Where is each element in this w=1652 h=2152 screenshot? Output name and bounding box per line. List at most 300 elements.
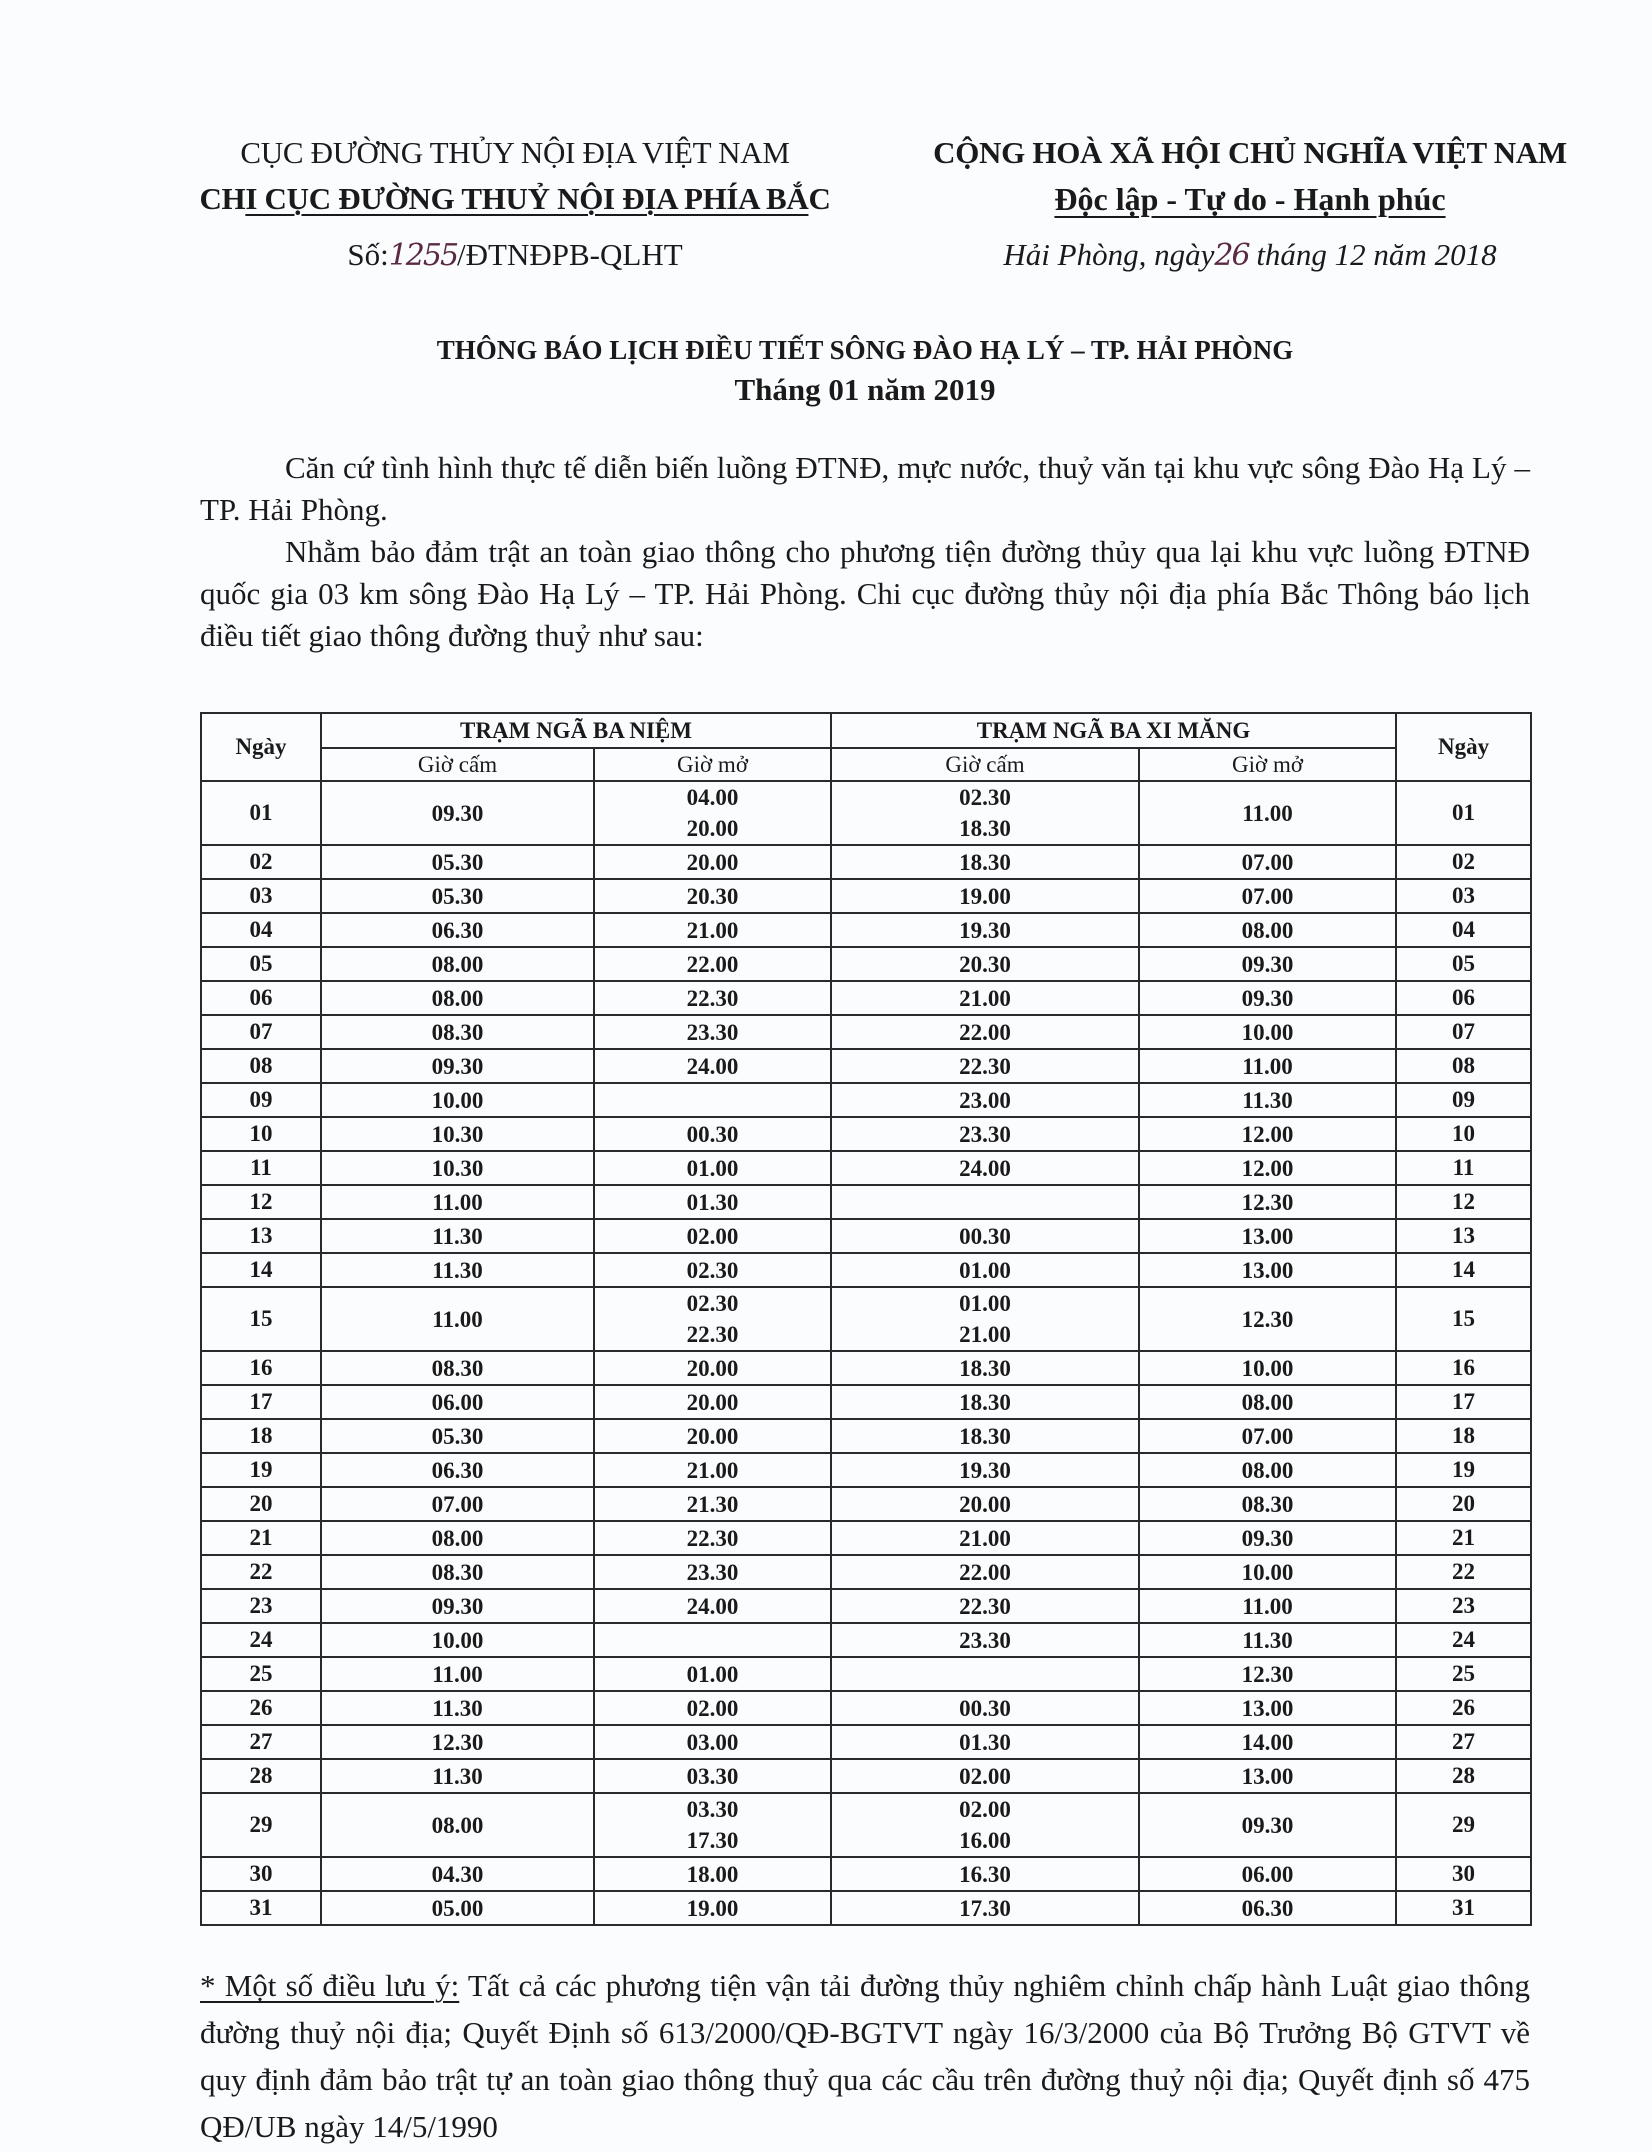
time-value: 10.30: [431, 1155, 484, 1181]
day-cell-left: 20: [201, 1487, 321, 1521]
s1-open-cell: [594, 947, 831, 981]
time-value: 10.00: [1241, 1355, 1294, 1381]
s1-closed-cell: [321, 981, 594, 1015]
time-value: 13.00: [1241, 1763, 1294, 1789]
day-cell-right: 05: [1396, 947, 1531, 981]
s2-open-cell: [1139, 1691, 1396, 1725]
time-value: 11.30: [1242, 1627, 1293, 1653]
s2-open-cell: [1139, 1117, 1396, 1151]
time-value: 24.00: [686, 1053, 739, 1079]
handwritten-document-number: 1255: [388, 238, 458, 273]
s1-open-cell: [594, 1725, 831, 1759]
s1-open-cell: [594, 1857, 831, 1891]
s2-open-cell: [1139, 947, 1396, 981]
table-row: [201, 1083, 1531, 1117]
time-value: 23.30: [686, 1019, 739, 1045]
document-number: [130, 232, 900, 279]
time-value: 04.30: [431, 1861, 484, 1887]
s1-closed-cell: [321, 1453, 594, 1487]
day-cell-right: 01: [1396, 781, 1531, 845]
time-value: 02.30: [686, 1291, 739, 1316]
day-cell-left: 06: [201, 981, 321, 1015]
s1-closed-cell: [321, 1117, 594, 1151]
time-value: 11.00: [1242, 1053, 1293, 1079]
time-value: 19.30: [959, 1457, 1011, 1483]
s1-open-cell: [594, 781, 831, 845]
table-row: [201, 1487, 1531, 1521]
time-value: 06.30: [431, 1457, 484, 1483]
time-value: 08.30: [431, 1559, 484, 1585]
s2-open-cell: [1139, 845, 1396, 879]
time-value: 04.00: [686, 785, 739, 810]
s1-open-cell: [594, 1657, 831, 1691]
day-cell-left: 12: [201, 1185, 321, 1219]
s2-closed-cell: [831, 1857, 1139, 1891]
s2-open-cell: [1139, 1555, 1396, 1589]
day-cell-right: 29: [1396, 1793, 1531, 1857]
table-row: [201, 1219, 1531, 1253]
s2-open-cell: [1139, 879, 1396, 913]
table-row: [201, 1725, 1531, 1759]
day-cell-left: 13: [201, 1219, 321, 1253]
s1-closed-cell: [321, 1891, 594, 1925]
s2-closed-cell: [831, 1253, 1139, 1287]
s2-closed-cell: [831, 1083, 1139, 1117]
time-value: 10.00: [431, 1087, 484, 1113]
table-row: [201, 1117, 1531, 1151]
time-value: 08.00: [431, 1812, 484, 1838]
s2-closed-cell: [831, 1385, 1139, 1419]
time-value: 22.30: [686, 985, 739, 1011]
time-value: 14.00: [1241, 1729, 1294, 1755]
s2-closed-cell: [831, 1219, 1139, 1253]
paragraph-purpose: [200, 531, 1530, 657]
day-cell-right: 18: [1396, 1419, 1531, 1453]
time-value: 22.00: [959, 1559, 1011, 1585]
day-cell-left: 09: [201, 1083, 321, 1117]
day-cell-left: 24: [201, 1623, 321, 1657]
table-row: [201, 1691, 1531, 1725]
day-cell-right: 25: [1396, 1657, 1531, 1691]
day-cell-left: 29: [201, 1793, 321, 1857]
s1-closed-cell: [321, 1725, 594, 1759]
time-value: 23.30: [686, 1559, 739, 1585]
day-cell-right: 20: [1396, 1487, 1531, 1521]
time-value: 18.30: [959, 849, 1011, 875]
s2-closed-cell: [831, 1151, 1139, 1185]
time-value: 20.00: [686, 1423, 739, 1449]
place-date: [880, 232, 1620, 279]
time-value: 11.00: [432, 1189, 483, 1215]
s2-open-cell: [1139, 1657, 1396, 1691]
s2-closed-cell: [831, 1793, 1139, 1857]
s2-closed-cell: [831, 1185, 1139, 1219]
day-header-right: Ngày: [1396, 713, 1531, 781]
day-header-left: Ngày: [201, 713, 321, 781]
s1-open-cell: [594, 1759, 831, 1793]
time-value: 01.30: [686, 1189, 739, 1215]
time-value: 11.00: [1242, 800, 1293, 826]
notes-text: Tất cả các phương tiện vận tải đường thủy nghiêm chỉnh chấp hành Luật giao thông đường thuỷ nội địa; Quyết Định số 613/2000/QĐ-BGTVT ngày 16/3/2000 của Bộ Trưởng Bộ GTVT về quy định đảm bảo trật tự an toàn giao thông thuỷ qua các cầu trên đường thuỷ nội địa; Quyết định số 475 QĐ/UB ngày 14/5/1990: [200, 1968, 1530, 2144]
time-value: 02.00: [686, 1695, 739, 1721]
s1-closed-cell: [321, 1287, 594, 1351]
table-row: [201, 1857, 1531, 1891]
station-ngaba-ximang-header: TRẠM NGÃ BA XI MĂNG: [831, 713, 1396, 748]
day-cell-right: 23: [1396, 1589, 1531, 1623]
day-cell-left: 31: [201, 1891, 321, 1925]
time-value: 20.00: [686, 816, 739, 841]
s1-closed-cell: [321, 1487, 594, 1521]
day-cell-right: 02: [1396, 845, 1531, 879]
s1-open-cell: [594, 1219, 831, 1253]
time-value: 09.30: [1241, 985, 1294, 1011]
s1-open-cell: [594, 1049, 831, 1083]
s2-open-cell: [1139, 1453, 1396, 1487]
table-row: [201, 1793, 1531, 1857]
day-cell-left: 18: [201, 1419, 321, 1453]
time-value: 10.30: [431, 1121, 484, 1147]
time-value: 03.00: [686, 1729, 739, 1755]
day-cell-right: 08: [1396, 1049, 1531, 1083]
s2-closed-cell: [831, 1453, 1139, 1487]
time-value: 16.00: [959, 1828, 1011, 1853]
s1-closed-cell: [321, 1351, 594, 1385]
time-value: 11.30: [1242, 1087, 1293, 1113]
time-value: 05.30: [431, 883, 484, 909]
time-value: 10.00: [1241, 1019, 1294, 1045]
time-value: 09.30: [431, 800, 484, 826]
s2-open-cell: [1139, 1891, 1396, 1925]
time-value: 09.30: [1241, 1525, 1294, 1551]
time-value: 06.00: [1241, 1861, 1294, 1887]
day-cell-left: 19: [201, 1453, 321, 1487]
s2-closed-cell: [831, 1419, 1139, 1453]
s2-open-cell: [1139, 1083, 1396, 1117]
s2-closed-cell: [831, 1521, 1139, 1555]
day-cell-left: 14: [201, 1253, 321, 1287]
time-value: 03.30: [686, 1763, 739, 1789]
day-cell-left: 26: [201, 1691, 321, 1725]
s1-open-cell: [594, 981, 831, 1015]
day-cell-right: 06: [1396, 981, 1531, 1015]
s1-open-cell: [594, 1691, 831, 1725]
day-cell-left: 28: [201, 1759, 321, 1793]
time-value: 18.30: [959, 1423, 1011, 1449]
time-value: 21.00: [959, 985, 1011, 1011]
s1-closed-cell: [321, 1623, 594, 1657]
time-value: 22.30: [686, 1322, 739, 1347]
time-value: 07.00: [431, 1491, 484, 1517]
time-value: 08.30: [1241, 1491, 1294, 1517]
time-value: 21.00: [686, 917, 739, 943]
s1-closed-cell: [321, 845, 594, 879]
s1-open-cell: [594, 1891, 831, 1925]
time-value: 11.30: [432, 1223, 483, 1249]
s2-open-cell: [1139, 1015, 1396, 1049]
time-value: 17.30: [959, 1895, 1011, 1921]
time-value: 22.00: [686, 951, 739, 977]
day-cell-left: 23: [201, 1589, 321, 1623]
s2-closed-cell: [831, 1287, 1139, 1351]
day-cell-right: 30: [1396, 1857, 1531, 1891]
time-value: 10.00: [1241, 1559, 1294, 1585]
day-cell-right: 13: [1396, 1219, 1531, 1253]
time-value: 07.00: [1241, 1423, 1294, 1449]
s2-open-cell: [1139, 1049, 1396, 1083]
parent-agency-name: CỤC ĐƯỜNG THỦY NỘI ĐỊA VIỆT NAM: [240, 135, 790, 170]
day-cell-right: 16: [1396, 1351, 1531, 1385]
table-row: [201, 781, 1531, 845]
time-value: 05.30: [431, 1423, 484, 1449]
document-title: [200, 330, 1530, 410]
time-value: 21.30: [686, 1491, 739, 1517]
day-cell-left: 27: [201, 1725, 321, 1759]
day-cell-left: 04: [201, 913, 321, 947]
s1-open-cell: [594, 1151, 831, 1185]
time-value: 21.00: [686, 1457, 739, 1483]
day-cell-right: 28: [1396, 1759, 1531, 1793]
paragraph-purpose-text: Nhằm bảo đảm trật an toàn giao thông cho phương tiện đường thủy qua lại khu vực luồng ĐTNĐ quốc gia 03 km sông Đào Hạ Lý – TP. Hải Phòng. Chi cục đường thủy nội địa phía Bắc Thông báo lịch điều tiết giao thông đường thuỷ như sau:: [200, 534, 1530, 653]
time-value: 07.00: [1241, 883, 1294, 909]
s1-open-cell: [594, 1015, 831, 1049]
table-row: [201, 1657, 1531, 1691]
s2-closed-cell: [831, 1117, 1139, 1151]
day-cell-left: 08: [201, 1049, 321, 1083]
s1-closed-cell: [321, 1793, 594, 1857]
s2-open-cell: [1139, 1151, 1396, 1185]
s2-closed-cell: [831, 1049, 1139, 1083]
time-value: 07.00: [1241, 849, 1294, 875]
s2-open-cell: [1139, 1793, 1396, 1857]
s2-open-cell: [1139, 1759, 1396, 1793]
s1-closed-cell: [321, 1555, 594, 1589]
time-value: 01.30: [959, 1729, 1011, 1755]
time-value: 19.00: [686, 1895, 739, 1921]
table-row: [201, 845, 1531, 879]
notes-label: * Một số điều lưu ý:: [200, 1968, 460, 2003]
time-value: 11.00: [1242, 1593, 1293, 1619]
branch-name-suffix: C: [808, 181, 831, 216]
time-value: 23.30: [959, 1627, 1011, 1653]
time-value: 02.30: [686, 1257, 739, 1283]
time-value: 19.00: [959, 883, 1011, 909]
schedule-table-body: [201, 781, 1531, 1925]
time-value: 01.00: [959, 1291, 1011, 1316]
table-row: [201, 1419, 1531, 1453]
day-cell-right: 24: [1396, 1623, 1531, 1657]
time-value: 11.00: [432, 1306, 483, 1332]
s1-closed-cell: [321, 1691, 594, 1725]
s2-closed-cell: [831, 1691, 1139, 1725]
s1-closed-cell: [321, 1521, 594, 1555]
time-value: 12.30: [431, 1729, 484, 1755]
station-ngaba-niem-header: TRẠM NGÃ BA NIỆM: [321, 713, 831, 748]
paragraph-basis: [200, 447, 1530, 531]
s1-open-cell: [594, 1453, 831, 1487]
time-value: 03.30: [686, 1797, 739, 1822]
s1-closed-cell: [321, 1185, 594, 1219]
s1-open-cell: [594, 1555, 831, 1589]
s2-open-cell: [1139, 1253, 1396, 1287]
table-row: [201, 981, 1531, 1015]
s1-closed-cell: [321, 1151, 594, 1185]
day-cell-right: 03: [1396, 879, 1531, 913]
handwritten-day: 26: [1214, 238, 1249, 273]
national-motto: [880, 176, 1620, 222]
branch-name-prefix: CH: [199, 181, 246, 216]
s2-closed-cell: [831, 1657, 1139, 1691]
s2-open-cell: [1139, 913, 1396, 947]
time-value: 12.30: [1241, 1306, 1294, 1332]
day-cell-right: 22: [1396, 1555, 1531, 1589]
table-row: [201, 1759, 1531, 1793]
schedule-table: [200, 712, 1532, 1926]
s1-open-cell: [594, 1623, 831, 1657]
s2-open-header: Giờ mở: [1139, 748, 1396, 781]
s1-closed-cell: [321, 1049, 594, 1083]
day-cell-left: 01: [201, 781, 321, 845]
branch-name-underlined: I CỤC ĐƯỜNG THUỶ NỘI ĐỊA PHÍA BẮ: [245, 181, 809, 216]
time-value: 19.30: [959, 917, 1011, 943]
day-cell-right: 11: [1396, 1151, 1531, 1185]
day-cell-right: 21: [1396, 1521, 1531, 1555]
s2-open-cell: [1139, 1351, 1396, 1385]
s2-closed-cell: [831, 1589, 1139, 1623]
s2-open-cell: [1139, 1857, 1396, 1891]
s1-open-cell: [594, 845, 831, 879]
day-cell-left: 21: [201, 1521, 321, 1555]
table-row: [201, 1623, 1531, 1657]
day-cell-right: 10: [1396, 1117, 1531, 1151]
day-cell-right: 31: [1396, 1891, 1531, 1925]
branch-agency-name: [130, 176, 900, 222]
time-value: 09.30: [431, 1053, 484, 1079]
document-number-label: Số:: [347, 237, 389, 272]
time-value: 18.00: [686, 1861, 739, 1887]
s2-closed-cell: [831, 1891, 1139, 1925]
s1-closed-cell: [321, 1083, 594, 1117]
day-cell-left: 07: [201, 1015, 321, 1049]
time-value: 08.00: [431, 985, 484, 1011]
day-cell-left: 22: [201, 1555, 321, 1589]
time-value: 11.30: [432, 1695, 483, 1721]
time-value: 08.00: [1241, 1457, 1294, 1483]
s2-closed-cell: [831, 1623, 1139, 1657]
s2-open-cell: [1139, 1521, 1396, 1555]
time-value: 20.00: [959, 1491, 1011, 1517]
time-value: 20.30: [959, 951, 1011, 977]
time-value: 20.30: [686, 883, 739, 909]
s1-open-cell: [594, 1385, 831, 1419]
notes-paragraph: [200, 1962, 1530, 2150]
table-row: [201, 1555, 1531, 1589]
s2-closed-cell: [831, 879, 1139, 913]
day-cell-left: 10: [201, 1117, 321, 1151]
s1-closed-cell: [321, 913, 594, 947]
table-row: [201, 947, 1531, 981]
s1-open-cell: [594, 1521, 831, 1555]
time-value: 22.00: [959, 1019, 1011, 1045]
s1-open-cell: [594, 913, 831, 947]
day-cell-left: 15: [201, 1287, 321, 1351]
time-value: 09.30: [431, 1593, 484, 1619]
day-cell-right: 07: [1396, 1015, 1531, 1049]
time-value: 13.00: [1241, 1257, 1294, 1283]
s1-closed-cell: [321, 1219, 594, 1253]
time-value: 20.00: [686, 849, 739, 875]
day-cell-left: 05: [201, 947, 321, 981]
s1-closed-cell: [321, 1657, 594, 1691]
time-value: 02.00: [959, 1797, 1011, 1822]
s1-open-cell: [594, 1185, 831, 1219]
time-value: 05.00: [431, 1895, 484, 1921]
day-cell-right: 15: [1396, 1287, 1531, 1351]
day-cell-right: 14: [1396, 1253, 1531, 1287]
day-cell-right: 12: [1396, 1185, 1531, 1219]
table-row: [201, 913, 1531, 947]
time-value: 11.30: [432, 1257, 483, 1283]
s2-closed-cell: [831, 1015, 1139, 1049]
time-value: 22.30: [959, 1053, 1011, 1079]
national-motto-text: Độc lập - Tự do - Hạnh phúc: [1054, 181, 1446, 217]
day-cell-right: 19: [1396, 1453, 1531, 1487]
time-value: 08.30: [431, 1355, 484, 1381]
place-date-suffix: tháng 12 năm 2018: [1248, 237, 1497, 272]
time-value: 06.30: [1241, 1895, 1294, 1921]
time-value: 13.00: [1241, 1223, 1294, 1249]
s1-open-cell: [594, 1487, 831, 1521]
time-value: 20.00: [686, 1355, 739, 1381]
s2-closed-cell: [831, 1759, 1139, 1793]
s1-open-cell: [594, 1589, 831, 1623]
day-cell-right: 04: [1396, 913, 1531, 947]
s1-closed-cell: [321, 1253, 594, 1287]
time-value: 08.00: [1241, 917, 1294, 943]
table-row: [201, 1521, 1531, 1555]
time-value: 10.00: [431, 1627, 484, 1653]
title-line-2: Tháng 01 năm 2019: [734, 372, 996, 407]
s1-closed-cell: [321, 1015, 594, 1049]
time-value: 18.30: [959, 1355, 1011, 1381]
s1-open-cell: [594, 1287, 831, 1351]
table-row: [201, 1453, 1531, 1487]
s2-open-cell: [1139, 981, 1396, 1015]
table-row: [201, 1385, 1531, 1419]
day-cell-right: 26: [1396, 1691, 1531, 1725]
time-value: 00.30: [959, 1223, 1011, 1249]
table-row: [201, 1151, 1531, 1185]
time-value: 11.00: [432, 1661, 483, 1687]
time-value: 12.30: [1241, 1661, 1294, 1687]
day-cell-right: 17: [1396, 1385, 1531, 1419]
time-value: 06.30: [431, 917, 484, 943]
time-value: 18.30: [959, 816, 1011, 841]
s1-open-cell: [594, 879, 831, 913]
s1-closed-cell: [321, 1589, 594, 1623]
time-value: 23.30: [959, 1121, 1011, 1147]
time-value: 01.00: [686, 1661, 739, 1687]
time-value: 16.30: [959, 1861, 1011, 1887]
time-value: 02.00: [959, 1763, 1011, 1789]
day-cell-right: 27: [1396, 1725, 1531, 1759]
s1-closed-cell: [321, 1759, 594, 1793]
title-line-1: THÔNG BÁO LỊCH ĐIỀU TIẾT SÔNG ĐÀO HẠ LÝ – TP. HẢI PHÒNG: [436, 335, 1294, 365]
time-value: 00.30: [959, 1695, 1011, 1721]
s2-open-cell: [1139, 781, 1396, 845]
s1-open-cell: [594, 1419, 831, 1453]
time-value: 01.00: [686, 1155, 739, 1181]
time-value: 12.30: [1241, 1189, 1294, 1215]
